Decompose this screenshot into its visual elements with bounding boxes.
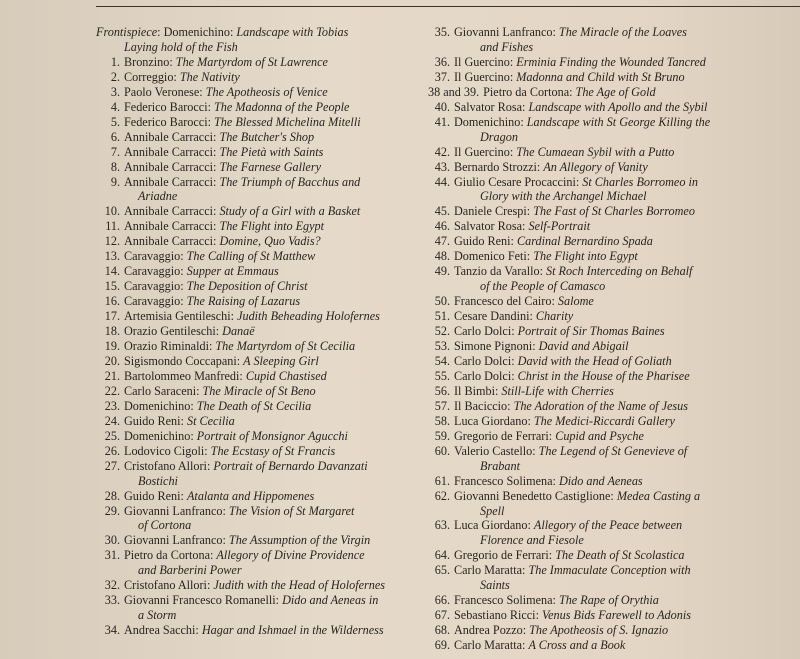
entry-artist: Lodovico Cigoli [124, 443, 205, 458]
entry-title: Landscape with St George Killing the [526, 114, 711, 129]
entry-number: 24. [104, 413, 120, 428]
entry-title: David with the Head of Goliath [517, 353, 672, 368]
entry-number: 44. [434, 174, 450, 189]
entry-artist: Caravaggio [124, 249, 181, 264]
entry-number: 41. [434, 114, 450, 129]
list-item: 19. Orazio Riminaldi: The Martyrdom of St Cecilia [96, 339, 416, 354]
entry-number: 33. [104, 593, 120, 608]
list-item: 17. Artemisia Gentileschi: Judith Beheading Holofernes [96, 309, 416, 324]
entry-title: The Madonna of the People [214, 99, 350, 114]
list-item: 57. Il Baciccio: The Adoration of the Name of Jesus [428, 399, 752, 414]
entry-title: The Flight into Egypt [533, 249, 638, 264]
list-item: 48. Domenico Feti: The Flight into Egypt [428, 249, 752, 264]
entry-number: 66. [434, 593, 450, 608]
list-item: 10. Annibale Carracci: Study of a Girl with a Basket [96, 204, 416, 219]
entry-number: 12. [104, 234, 120, 249]
entry-title: The Raising of Lazarus [186, 294, 301, 309]
entry-title-continuation: Glory with the Archangel Michael [480, 189, 647, 204]
entry-number: 8. [110, 159, 120, 174]
entry-artist: Giulio Cesare Procaccini [454, 174, 576, 189]
entry-number: 34. [104, 623, 120, 638]
entry-title: The Adoration of the Name of Jesus [513, 398, 689, 413]
entry-number: 14. [104, 264, 120, 279]
list-item: 40. Salvator Rosa: Landscape with Apollo and the Sybil [428, 100, 752, 115]
entry-number: 1. [110, 54, 120, 69]
entry-title: A Sleeping Girl [243, 353, 319, 368]
list-item: 53. Simone Pignoni: David and Abigail [428, 339, 752, 354]
list-item: 69. Carlo Maratta: A Cross and a Book [428, 638, 752, 653]
entry-artist: Annibale Carracci [124, 219, 213, 234]
entry-title: The Death of St Cecilia [196, 398, 312, 413]
entry-title: Cupid and Psyche [555, 428, 644, 443]
entry-title: Cupid Chastised [245, 368, 327, 383]
entry-number: 51. [434, 309, 450, 324]
entry-artist: Il Guercino [454, 69, 510, 84]
entry-title: The Vision of St Margaret [228, 503, 355, 518]
entry-title: The Immaculate Conception with [528, 563, 691, 578]
list-item: 41. Domenichino: Landscape with St George Killing the Dragon [428, 115, 752, 145]
entry-title: The Martyrdom of St Cecilia [215, 339, 356, 354]
list-item: 56. Il Bimbi: Still-Life with Cherries [428, 384, 752, 399]
entry-artist: Andrea Pozzo [454, 623, 523, 638]
entry-title: The Fast of St Charles Borromeo [533, 204, 695, 219]
list-item: 33. Giovanni Francesco Romanelli: Dido and Aeneas in a Storm [96, 593, 416, 623]
list-item: 25. Domenichino: Portrait of Monsignor Agucchi [96, 429, 416, 444]
entry-number: 59. [434, 428, 450, 443]
entry-artist: Guido Reni [454, 234, 511, 249]
list-item: 14. Caravaggio: Supper at Emmaus [96, 264, 416, 279]
entry-artist: Pietro da Cortona [124, 548, 210, 563]
list-item: 43. Bernardo Strozzi: An Allegory of Vanity [428, 160, 752, 175]
entry-title: Venus Bids Farewell to Adonis [542, 608, 691, 623]
frontispiece-artist: Domenichino [163, 25, 230, 39]
left-column [96, 25, 416, 638]
entry-title: Medea Casting a [616, 488, 701, 503]
entry-number: 57. [434, 398, 450, 413]
entry-title: The Apotheosis of Venice [205, 84, 328, 99]
entry-title: Christ in the House of the Pharisee [517, 368, 690, 383]
entry-title: The Nativity [179, 69, 240, 84]
list-item: 36. Il Guercino: Erminia Finding the Wounded Tancred [428, 55, 752, 70]
entry-title: The Deposition of Christ [186, 279, 308, 294]
entry-number: 65. [434, 563, 450, 578]
frontispiece-label: Frontispiece [96, 25, 158, 39]
list-item: 24. Guido Reni: St Cecilia [96, 414, 416, 429]
list-item: 26. Lodovico Cigoli: The Ecstasy of St Francis [96, 444, 416, 459]
list-item: 58. Luca Giordano: The Medici-Riccardi Gallery [428, 414, 752, 429]
frontispiece-entry: Frontispiece: Domenichino: Landscape with Tobias Laying hold of the Fish [96, 25, 416, 55]
left-entry-list [96, 55, 416, 638]
entry-title: The Assumption of the Virgin [228, 533, 371, 548]
list-item: 50. Francesco del Cairo: Salome [428, 294, 752, 309]
entry-title: The Blessed Michelina Mitelli [214, 114, 361, 129]
list-item: 5. Federico Barocci: The Blessed Michelina Mitelli [96, 115, 416, 130]
entry-title: Danaë [222, 324, 255, 339]
entry-title: St Roch Interceding on Behalf [546, 264, 693, 279]
entry-number: 9. [110, 174, 120, 189]
right-entry-list [428, 25, 752, 653]
entry-title: A Cross and a Book [528, 638, 626, 653]
entry-number: 43. [434, 159, 450, 174]
entry-title: Portrait of Sir Thomas Baines [517, 324, 665, 339]
entry-title: The Legend of St Genevieve of [538, 443, 688, 458]
entry-number: 26. [104, 443, 120, 458]
list-item: 13. Caravaggio: The Calling of St Matthew [96, 249, 416, 264]
entry-title: The Calling of St Matthew [186, 249, 316, 264]
entry-artist: Sebastiano Ricci [454, 608, 536, 623]
entry-number: 32. [104, 578, 120, 593]
entry-artist: Il Guercino [454, 54, 510, 69]
entry-title: Judith Beheading Holofernes [237, 309, 380, 324]
entry-number: 11. [105, 219, 120, 234]
list-item: 67. Sebastiano Ricci: Venus Bids Farewell to Adonis [428, 608, 752, 623]
entry-artist: Andrea Sacchi [124, 623, 196, 638]
entry-number: 45. [434, 204, 450, 219]
entry-title-continuation: and Barberini Power [138, 563, 242, 578]
entry-artist: Caravaggio [124, 264, 181, 279]
entry-artist: Caravaggio [124, 294, 181, 309]
entry-number: 3. [110, 84, 120, 99]
entry-artist: Giovanni Francesco Romanelli [124, 593, 276, 608]
entry-title: The Butcher's Shop [219, 129, 315, 144]
list-item: 31. Pietro da Cortona: Allegory of Divine Providence and Barberini Power [96, 548, 416, 578]
entry-artist: Pietro da Cortona [483, 84, 570, 99]
entry-number: 37. [434, 69, 450, 84]
entry-title: St Charles Borromeo in [582, 174, 698, 189]
entry-artist: Il Baciccio [454, 398, 508, 413]
entry-artist: Cristofano Allori [124, 578, 207, 593]
entry-artist: Domenico Feti [454, 249, 527, 264]
entry-artist: Artemisia Gentileschi [124, 309, 231, 324]
entry-title: The Miracle of St Beno [202, 383, 316, 398]
entry-artist: Giovanni Benedetto Castiglione [454, 488, 611, 503]
entry-number: 69. [434, 638, 450, 653]
list-item: 60. Valerio Castello: The Legend of St Genevieve of Brabant [428, 444, 752, 474]
right-column [428, 25, 752, 653]
list-item: 23. Domenichino: The Death of St Cecilia [96, 399, 416, 414]
entry-title: Charity [535, 309, 574, 324]
list-item: 11. Annibale Carracci: The Flight into Egypt [96, 219, 416, 234]
frontispiece-title-cont: Laying hold of the Fish [124, 39, 238, 54]
entry-number: 2. [110, 69, 120, 84]
entry-number: 64. [434, 548, 450, 563]
entry-artist: Sigismondo Coccapani [124, 353, 237, 368]
entry-artist: Giovanni Lanfranco [124, 503, 223, 518]
list-item: 66. Francesco Solimena: The Rape of Orythia [428, 593, 752, 608]
list-item: 16. Caravaggio: The Raising of Lazarus [96, 294, 416, 309]
entry-title-continuation: a Storm [138, 608, 177, 623]
entry-title: Study of a Girl with a Basket [219, 204, 361, 219]
entry-artist: Valerio Castello [454, 443, 533, 458]
entry-title-continuation: Florence and Fiesole [480, 533, 584, 548]
entry-artist: Cesare Dandini [454, 309, 530, 324]
header-rule [96, 6, 800, 7]
entry-artist: Francesco Solimena [454, 473, 553, 488]
entry-number: 50. [434, 294, 450, 309]
entry-artist: Salvator Rosa [454, 219, 523, 234]
list-item: 20. Sigismondo Coccapani: A Sleeping Girl [96, 354, 416, 369]
entry-number: 17. [104, 309, 120, 324]
list-item: 15. Caravaggio: The Deposition of Christ [96, 279, 416, 294]
entry-number: 52. [434, 324, 450, 339]
entry-title: Dido and Aeneas [558, 473, 643, 488]
entry-number: 61. [434, 473, 450, 488]
entry-artist: Il Guercino [454, 144, 510, 159]
entry-artist: Domenichino [454, 114, 521, 129]
entry-number: 48. [434, 249, 450, 264]
list-item: 38 and 39. Pietro da Cortona: The Age of Gold [428, 84, 656, 99]
entry-artist: Carlo Dolci [454, 353, 512, 368]
entry-title-continuation: Bostichi [138, 473, 178, 488]
entry-title: Domine, Quo Vadis? [219, 234, 321, 249]
entry-number: 6. [110, 129, 120, 144]
entry-artist: Giovanni Lanfranco [124, 533, 223, 548]
entry-title: An Allegory of Vanity [543, 159, 648, 174]
entry-title-continuation: of Cortona [138, 518, 192, 533]
entry-artist: Bronzino [124, 54, 170, 69]
entry-artist: Guido Reni [124, 488, 181, 503]
entry-artist: Caravaggio [124, 279, 181, 294]
entry-number: 53. [434, 339, 450, 354]
entry-number: 63. [434, 518, 450, 533]
entry-artist: Carlo Maratta [454, 563, 523, 578]
entry-number: 29. [104, 503, 120, 518]
list-item: 29. Giovanni Lanfranco: The Vision of St Margaret of Cortona [96, 504, 416, 534]
entry-artist: Paolo Veronese [124, 84, 200, 99]
entry-number: 16. [104, 294, 120, 309]
entry-title: David and Abigail [538, 339, 629, 354]
entry-title-continuation: Brabant [480, 458, 520, 473]
entry-title: The Rape of Orythia [558, 593, 659, 608]
entry-artist: Carlo Dolci [454, 324, 512, 339]
entry-number: 55. [434, 368, 450, 383]
entry-number: 22. [104, 383, 120, 398]
list-item: 21. Bartolommeo Manfredi: Cupid Chastised [96, 369, 416, 384]
list-item: 55. Carlo Dolci: Christ in the House of the Pharisee [428, 369, 752, 384]
list-item: 65. Carlo Maratta: The Immaculate Conception with Saints [428, 563, 752, 593]
entry-number: 21. [104, 368, 120, 383]
entry-title-continuation: of the People of Camasco [480, 279, 606, 294]
entry-title: The Triumph of Bacchus and [219, 174, 361, 189]
entry-artist: Annibale Carracci [124, 174, 213, 189]
entry-number: 31. [104, 548, 120, 563]
entry-title: Atalanta and Hippomenes [186, 488, 315, 503]
entry-title-continuation: Ariadne [138, 189, 178, 204]
entry-number: 68. [434, 623, 450, 638]
entry-title: Judith with the Head of Holofernes [213, 578, 385, 593]
entry-title: Still-Life with Cherries [501, 383, 614, 398]
entry-title: Landscape with Apollo and the Sybil [528, 99, 708, 114]
entry-artist: Gregorio de Ferrari [454, 428, 549, 443]
entry-artist: Francesco del Cairo [454, 294, 552, 309]
entry-title: Madonna and Child with St Bruno [516, 69, 685, 84]
entry-title: The Cumaean Sybil with a Putto [516, 144, 675, 159]
list-item: 63. Luca Giordano: Allegory of the Peace between Florence and Fiesole [428, 518, 752, 548]
list-item: 45. Daniele Crespi: The Fast of St Charles Borromeo [428, 204, 752, 219]
list-item: 62. Giovanni Benedetto Castiglione: Medea Casting a Spell [428, 489, 752, 519]
list-item: 27. Cristofano Allori: Portrait of Bernardo Davanzati Bostichi [96, 459, 416, 489]
entry-number: 54. [434, 353, 450, 368]
entry-artist: Federico Barocci [124, 99, 208, 114]
list-item: 35. Giovanni Lanfranco: The Miracle of the Loaves and Fishes [428, 25, 752, 55]
entry-artist: Francesco Solimena [454, 593, 553, 608]
list-item: 34. Andrea Sacchi: Hagar and Ishmael in the Wilderness [96, 623, 416, 638]
entry-artist: Cristofano Allori [124, 458, 207, 473]
entry-artist: Luca Giordano [454, 518, 528, 533]
entry-title: Self-Portrait [528, 219, 591, 234]
entry-number: 10. [104, 204, 120, 219]
list-item: 59. Gregorio de Ferrari: Cupid and Psyche [428, 429, 752, 444]
entry-title: Portrait of Monsignor Agucchi [196, 428, 348, 443]
entry-title-continuation: Dragon [480, 129, 518, 144]
entry-number: 4. [110, 99, 120, 114]
entry-number: 25. [104, 428, 120, 443]
entry-title: The Ecstasy of St Francis [210, 443, 336, 458]
entry-artist: Carlo Dolci [454, 368, 512, 383]
entry-number: 46. [434, 219, 450, 234]
entry-title-continuation: Saints [480, 578, 510, 593]
entry-number: 36. [434, 54, 450, 69]
list-item: 30. Giovanni Lanfranco: The Assumption of the Virgin [96, 533, 416, 548]
entry-title: Salome [557, 294, 594, 309]
entry-artist: Bartolommeo Manfredi [124, 368, 240, 383]
list-item: 18. Orazio Gentileschi: Danaë [96, 324, 416, 339]
entry-title: The Age of Gold [575, 84, 656, 99]
entry-number: 23. [104, 398, 120, 413]
entry-artist: Annibale Carracci [124, 234, 213, 249]
list-item: 32. Cristofano Allori: Judith with the Head of Holofernes [96, 578, 416, 593]
entry-number: 13. [104, 249, 120, 264]
entry-title: The Flight into Egypt [219, 219, 325, 234]
entry-number: 42. [434, 144, 450, 159]
entry-artist: Correggio [124, 69, 174, 84]
list-item: 2. Correggio: The Nativity [96, 70, 416, 85]
entry-artist: Orazio Riminaldi [124, 339, 209, 354]
list-item: 1. Bronzino: The Martyrdom of St Lawrence [96, 55, 416, 70]
list-item: 47. Guido Reni: Cardinal Bernardino Spada [428, 234, 752, 249]
entry-number: 60. [434, 443, 450, 458]
entry-artist: Annibale Carracci [124, 129, 213, 144]
list-item: 54. Carlo Dolci: David with the Head of Goliath [428, 354, 752, 369]
entry-number: 62. [434, 488, 450, 503]
entry-title: The Miracle of the Loaves [558, 25, 687, 39]
entry-title: Dido and Aeneas in [282, 593, 379, 608]
entry-artist: Tanzio da Varallo [454, 264, 540, 279]
list-item: 28. Guido Reni: Atalanta and Hippomenes [96, 489, 416, 504]
entry-title: Cardinal Bernardino Spada [516, 234, 653, 249]
entry-number: 58. [434, 413, 450, 428]
entry-title-continuation: and Fishes [480, 39, 534, 54]
entry-artist: Domenichino [124, 398, 191, 413]
entry-artist: Gregorio de Ferrari [454, 548, 549, 563]
entry-artist: Daniele Crespi [454, 204, 527, 219]
list-item: 42. Il Guercino: The Cumaean Sybil with a Putto [428, 145, 752, 160]
entry-title: The Martyrdom of St Lawrence [175, 54, 328, 69]
entry-number: 28. [104, 488, 120, 503]
entry-number: 38 and 39. [428, 84, 480, 99]
entry-title: The Pietà with Saints [219, 144, 324, 159]
list-item: 52. Carlo Dolci: Portrait of Sir Thomas Baines [428, 324, 752, 339]
entry-title: The Death of St Scolastica [555, 548, 685, 563]
entry-title: The Apotheosis of S. Ignazio [529, 623, 669, 638]
entry-artist: Annibale Carracci [124, 159, 213, 174]
entry-number: 67. [434, 608, 450, 623]
entry-number: 15. [104, 279, 120, 294]
list-item: 64. Gregorio de Ferrari: The Death of St Scolastica [428, 548, 752, 563]
entry-title: The Farnese Gallery [219, 159, 321, 174]
entry-artist: Annibale Carracci [124, 204, 213, 219]
entry-title: Allegory of the Peace between [533, 518, 683, 533]
list-item: 9. Annibale Carracci: The Triumph of Bacchus and Ariadne [96, 175, 416, 205]
entry-title: The Medici-Riccardi Gallery [533, 413, 675, 428]
entry-artist: Federico Barocci [124, 114, 208, 129]
entry-artist: Bernardo Strozzi [454, 159, 537, 174]
list-item: 51. Cesare Dandini: Charity [428, 309, 752, 324]
entry-artist: Annibale Carracci [124, 144, 213, 159]
entry-number: 7. [110, 144, 120, 159]
entry-number: 40. [434, 99, 450, 114]
entry-artist: Domenichino [124, 428, 191, 443]
entry-artist: Orazio Gentileschi [124, 324, 216, 339]
entry-artist: Carlo Maratta [454, 638, 523, 653]
entry-number: 5. [110, 114, 120, 129]
entry-title: Erminia Finding the Wounded Tancred [516, 54, 706, 69]
list-item: 61. Francesco Solimena: Dido and Aeneas [428, 474, 752, 489]
list-item: 12. Annibale Carracci: Domine, Quo Vadis? [96, 234, 416, 249]
list-item: 37. Il Guercino: Madonna and Child with St Bruno [428, 70, 752, 85]
entry-number: 27. [104, 458, 120, 473]
list-item: 8. Annibale Carracci: The Farnese Gallery [96, 160, 416, 175]
entry-title: Portrait of Bernardo Davanzati [213, 458, 368, 473]
entry-artist: Giovanni Lanfranco [454, 25, 553, 39]
list-item: 68. Andrea Pozzo: The Apotheosis of S. Ignazio [428, 623, 752, 638]
entry-artist: Salvator Rosa [454, 99, 523, 114]
entry-title-continuation: Spell [480, 503, 505, 518]
entry-artist: Il Bimbi [454, 383, 495, 398]
entry-number: 35. [434, 25, 450, 39]
entry-title: Supper at Emmaus [186, 264, 279, 279]
entry-number: 30. [104, 533, 120, 548]
entry-number: 47. [434, 234, 450, 249]
entry-title: Allegory of Divine Providence [216, 548, 365, 563]
list-item: 7. Annibale Carracci: The Pietà with Saints [96, 145, 416, 160]
entry-number: 19. [104, 339, 120, 354]
entry-artist: Guido Reni [124, 413, 181, 428]
entry-artist: Luca Giordano [454, 413, 528, 428]
entry-number: 49. [434, 264, 450, 279]
frontispiece-title: Landscape with Tobias [236, 25, 349, 39]
list-item: 6. Annibale Carracci: The Butcher's Shop [96, 130, 416, 145]
entry-number: 56. [434, 383, 450, 398]
entry-title: Hagar and Ishmael in the Wilderness [201, 623, 384, 638]
list-item: 22. Carlo Saraceni: The Miracle of St Beno [96, 384, 416, 399]
entry-artist: Simone Pignoni [454, 339, 533, 354]
list-item: 3. Paolo Veronese: The Apotheosis of Venice [96, 85, 416, 100]
list-item: 44. Giulio Cesare Procaccini: St Charles Borromeo in Glory with the Archangel Michael [428, 175, 752, 205]
entry-number: 20. [104, 353, 120, 368]
entry-title: St Cecilia [186, 413, 235, 428]
list-item: 4. Federico Barocci: The Madonna of the People [96, 100, 416, 115]
entry-number: 18. [104, 324, 120, 339]
list-item: 46. Salvator Rosa: Self-Portrait [428, 219, 752, 234]
entry-artist: Carlo Saraceni [124, 383, 197, 398]
list-item: 49. Tanzio da Varallo: St Roch Interceding on Behalf of the People of Camasco [428, 264, 752, 294]
